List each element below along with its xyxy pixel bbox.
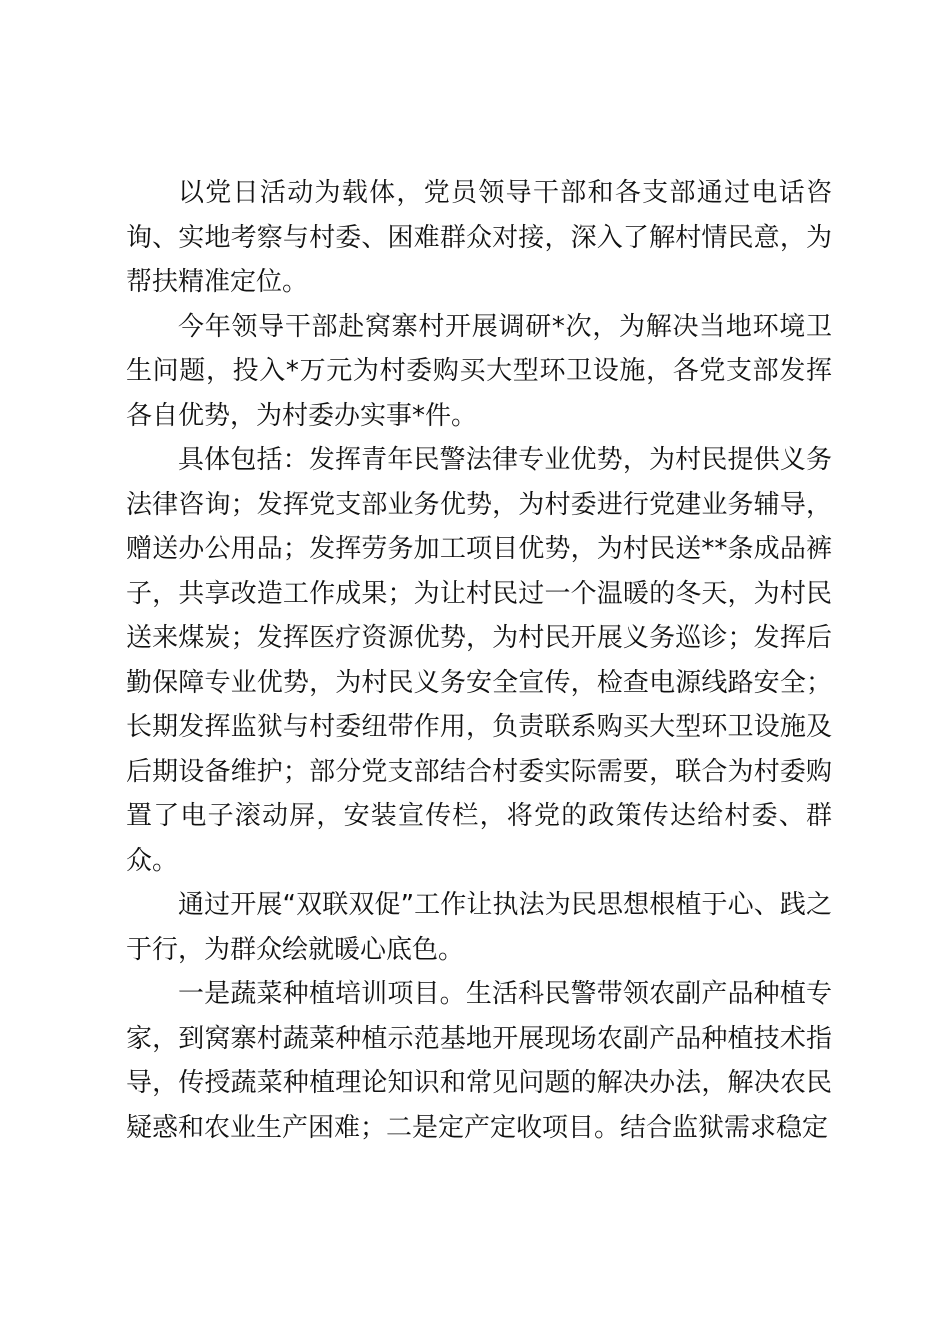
- paragraph-4: 通过开展“双联双促”工作让执法为民思想根植于心、践之于行，为群众绘就暖心底色。: [126, 890, 832, 965]
- paragraph-5: 一是蔬菜种植培训项目。生活科民警带领农副产品种植专家，到窝寨村蔬菜种植示范基地开展现场农副产品种植技术指导，传授蔬菜种植理论知识和常见问题的解决办法，解决农民疑惑和农业生产困难；二是定产定收项目。结合监狱需求稳定: [126, 979, 832, 1143]
- paragraph-1: 以党日活动为载体，党员领导干部和各支部通过电话咨询、实地考察与村委、困难群众对接，深入了解村情民意，为帮扶精准定位。: [126, 178, 832, 297]
- paragraph-3: 具体包括：发挥青年民警法律专业优势，为村民提供义务法律咨询；发挥党支部业务优势，为村委进行党建业务辅导，赠送办公用品；发挥劳务加工项目优势，为村民送**条成品裤子，共享改造工作成果；为让村民过一个温暖的冬天，为村民送来煤炭；发挥医疗资源优势，为村民开展义务巡诊；发挥后勤保障专业优势，为村民义务安全宣传，检查电源线路安全；长期发挥监狱与村委纽带作用，负责联系购买大型环卫设施及后期设备维护；部分党支部结合村委实际需要，联合为村委购置了电子滚动屏，安装宣传栏，将党的政策传达给村委、群众。: [126, 445, 832, 876]
- paragraph-2: 今年领导干部赴窝寨村开展调研*次，为解决当地环境卫生问题，投入*万元为村委购买大型环卫设施，各党支部发挥各自优势，为村委办实事*件。: [126, 311, 832, 431]
- document-body: [126, 171, 832, 1150]
